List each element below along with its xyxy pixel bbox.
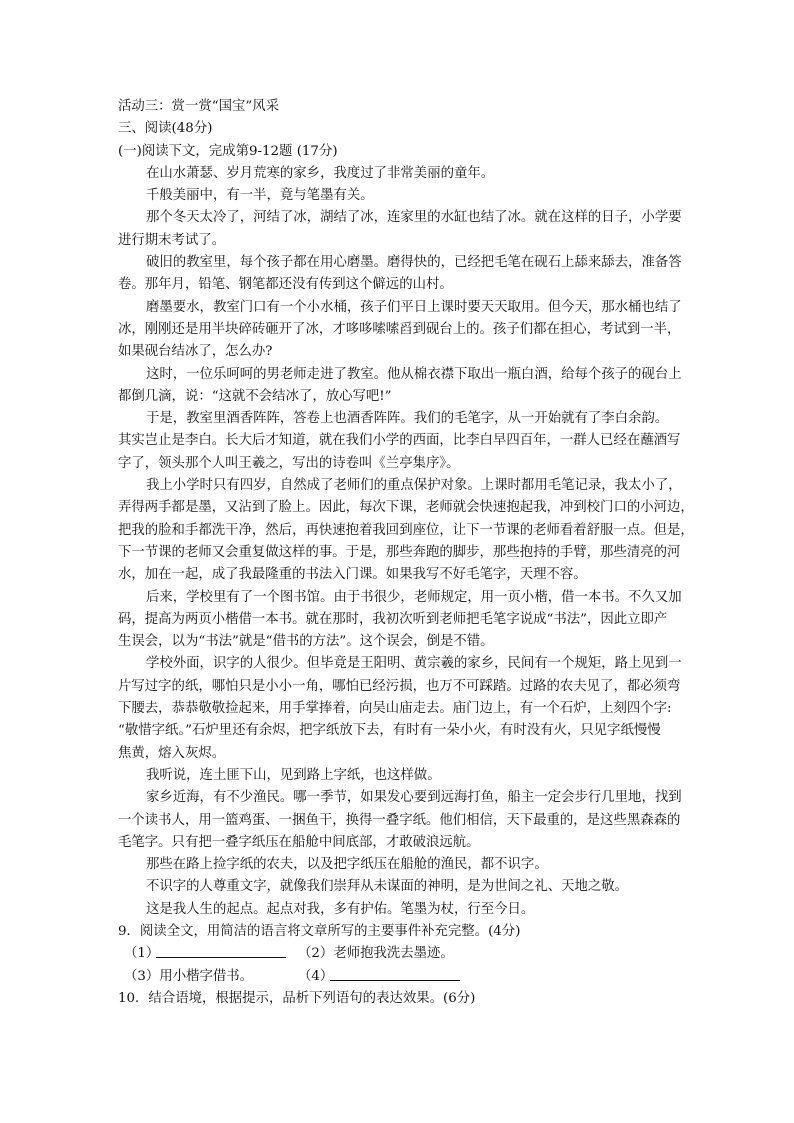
question-9-row-2 — [118, 966, 718, 988]
q9-item-1-label: （1） — [124, 946, 160, 962]
passage-line: “敬惜字纸。”石炉里还有余烬，把字纸放下去，有时有一朵小火，有时没有火，只见字纸慢慢 — [118, 723, 661, 739]
passage-line: 下一节课的老师又会重复做这样的事。于是，那些奔跑的脚步，那些抱持的手臂，那些清亮的河 — [118, 544, 681, 560]
section-heading: 三、阅读(48分) — [118, 121, 213, 137]
passage-line: 千般美丽中，有一半，竟与笔墨有关。 — [146, 188, 374, 204]
passage-line: 学校外面，识字的人很少。但毕竟是王阳明、黄宗羲的家乡，民间有一个规矩，路上见到一 — [146, 656, 682, 672]
passage-line: 生误会，以为“书法”就是“借书的方法”。这个误会，倒是不错。 — [118, 634, 494, 650]
passage-line: 卷。那年月，铅笔、钢笔都还没有传到这个僻远的山村。 — [118, 277, 453, 293]
passage-line: 后来，学校里有了一个图书馆。由于书很少，老师规定，用一页小楷，借一本书。不久又加 — [146, 589, 682, 605]
passage-line: 这是我人生的起点。起点对我，多有护佑。笔墨为杖，行至今日。 — [146, 901, 535, 917]
passage-line: 家乡近海，有不少渔民。哪一季节，如果发心要到远海打鱼，船主一定会步行几里地，找到 — [146, 790, 682, 806]
q9-item-2: （2）老师抱我洗去墨迹。 — [298, 946, 454, 962]
passage-line: 于是，教室里酒香阵阵，答卷上也酒香阵阵。我们的毛笔字，从一开始就有了李白余韵。 — [146, 411, 669, 427]
activity-heading: 活动三：赏一赏“国宝”风采 — [118, 99, 279, 114]
passage-line: 下腰去，恭恭敬敬捡起来，用手掌捧着，向吴山庙走去。庙门边上，有一个石炉，上刻四个字: — [118, 701, 672, 717]
passage-line: 如果砚台结冰了，怎么办? — [118, 344, 273, 360]
passage-line: 冰，刚刚还是用半块碎砖砸开了冰，才哆哆嗦嗦舀到砚台上的。孩子们都在担心，考试到一半， — [118, 321, 681, 337]
passage-line: 其实岂止是李白。长大后才知道，就在我们小学的西面，比李白早四百年，一群人已经在蘸酒写 — [118, 433, 681, 449]
passage-line: 我听说，连土匪下山，见到路上字纸，也这样做。 — [146, 767, 441, 783]
question-9-row-1 — [118, 943, 718, 965]
passage-line: 焦黄，熔入灰烬。 — [118, 745, 226, 761]
passage-line: 片写过字的纸，哪怕只是小小一角，哪怕已经污损，也万不可踩踏。过路的农夫见了，都必须弯 — [118, 678, 681, 694]
passage-line: 不识字的人尊重文字，就像我们崇拜从未谋面的神明，是为世间之礼、天地之敬。 — [146, 879, 629, 895]
question-10-stem: 10．结合语境，根据提示，品析下列语句的表达效果。(6分) — [118, 990, 476, 1006]
passage-line: 在山水萧瑟、岁月荒寒的家乡，我度过了非常美丽的童年。 — [146, 165, 495, 181]
passage-line: 那个冬天太冷了，河结了冰，湖结了冰，连家里的水缸也结了冰。就在这样的日子，小学要 — [146, 210, 682, 226]
q9-item-4-label: （4） — [298, 968, 334, 984]
passage-line: 弄得两手都是墨，又沾到了脸上。因此，每次下课，老师就会快速抱起我，冲到校门口的小河边， — [118, 500, 694, 516]
passage-line: 毛笔字。只有把一叠字纸压在船舱中间底部，才敢破浪远航。 — [118, 834, 480, 850]
part-heading: (一)阅读下文，完成第9-12题 (17分) — [118, 143, 338, 159]
passage-line: 都倒几滴，说：“这就不会结冰了，放心写吧!” — [118, 388, 392, 404]
passage-line: 那些在路上捡字纸的农夫，以及把字纸压在船舱的渔民，都不识字。 — [146, 857, 548, 873]
q9-item-3: （3）用小楷字借书。 — [124, 968, 254, 984]
passage-line: 把我的脸和手都洗干净，然后，再快速抱着我回到座位，让下一节课的老师看着舒服一点。但是， — [118, 522, 694, 538]
q9-item-1-blank[interactable] — [156, 943, 286, 966]
passage-line: 码，提高为两页小楷借一本书。就在那时，我初次听到老师把毛笔字说成“书法”，因此立即产 — [118, 611, 668, 627]
passage-line: 字了，领头那个人叫王羲之，写出的诗卷叫《兰亭集序》。 — [118, 455, 460, 471]
passage-line: 这时，一位乐呵呵的男老师走进了教室。他从棉衣襟下取出一瓶白酒，给每个孩子的砚台上 — [146, 366, 682, 382]
passage-line: 一个读书人，用一篮鸡蛋、一捆鱼干，换得一叠字纸。他们相信，天下最重的，是这些黑森森的 — [118, 812, 681, 828]
passage-line: 破旧的教室里，每个孩子都在用心磨墨。磨得快的，已经把毛笔在砚石上舔来舔去，准备答 — [146, 255, 682, 271]
passage-line: 进行期末考试了。 — [118, 232, 226, 248]
q9-item-4-blank[interactable] — [330, 966, 460, 989]
passage — [118, 163, 718, 921]
passage-line: 我上小学时只有四岁，自然成了老师们的重点保护对象。上课时都用毛笔记录，我太小了， — [146, 478, 682, 494]
passage-line: 水，加在一起，成了我最隆重的书法入门课。如果我写不好毛笔字，天理不容。 — [118, 567, 587, 583]
question-9-stem: 9．阅读全文，用简洁的语言将文章所写的主要事件补充完整。(4分) — [118, 923, 521, 939]
document-page — [118, 96, 718, 1010]
passage-line: 磨墨要水，教室门口有一个小水桶，孩子们平日上课时要天天取用。但今天，那水桶也结了 — [146, 299, 682, 315]
